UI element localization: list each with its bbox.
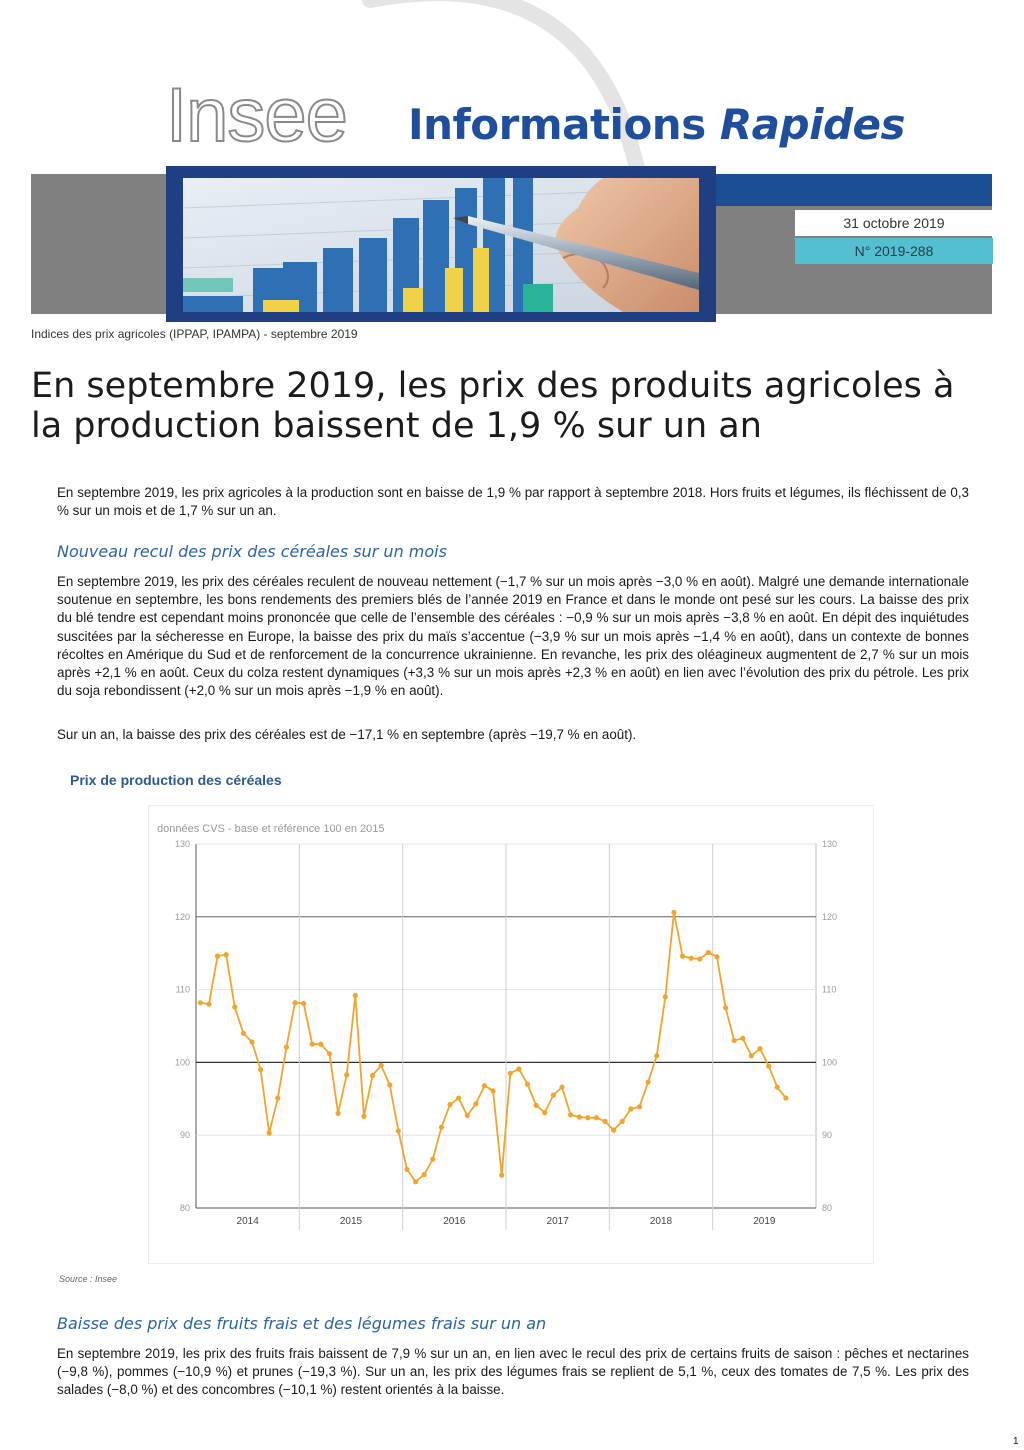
data-point bbox=[542, 1110, 547, 1115]
y-tick-label-right: 130 bbox=[822, 839, 838, 849]
data-point bbox=[577, 1114, 582, 1119]
data-point bbox=[456, 1095, 461, 1100]
y-tick-label-left: 80 bbox=[179, 1203, 190, 1213]
data-point bbox=[353, 993, 358, 998]
data-point bbox=[628, 1106, 633, 1111]
y-tick-label-left: 90 bbox=[179, 1130, 190, 1141]
y-tick-label-right: 90 bbox=[822, 1130, 833, 1141]
y-tick-label-left: 120 bbox=[174, 911, 190, 922]
data-point bbox=[516, 1066, 521, 1071]
data-point bbox=[525, 1082, 530, 1087]
data-point bbox=[740, 1036, 745, 1041]
data-point bbox=[215, 954, 220, 959]
intro-paragraph: En septembre 2019, les prix agricoles à la production sont en baisse de 1,9 % par rapport à septembre 2018. Hors fruits et légumes, ils fléchissent de 0,3 % sur un mois et de 1,7 % sur un an. bbox=[57, 485, 969, 519]
data-point bbox=[439, 1125, 444, 1130]
data-point bbox=[430, 1157, 435, 1162]
data-point bbox=[766, 1063, 771, 1068]
data-point bbox=[318, 1042, 323, 1047]
data-point bbox=[327, 1051, 332, 1056]
data-point bbox=[732, 1038, 737, 1043]
data-point bbox=[473, 1101, 478, 1106]
data-point bbox=[465, 1113, 470, 1118]
data-point bbox=[292, 1000, 297, 1005]
y-tick-label-left: 130 bbox=[174, 839, 190, 849]
data-point bbox=[447, 1102, 452, 1107]
data-point bbox=[224, 952, 229, 957]
page-number: 1 bbox=[1013, 1436, 1019, 1447]
data-point bbox=[637, 1104, 642, 1109]
data-point bbox=[267, 1130, 272, 1135]
data-point bbox=[482, 1083, 487, 1088]
data-point bbox=[602, 1119, 607, 1124]
data-point bbox=[559, 1085, 564, 1090]
data-point bbox=[680, 954, 685, 959]
data-point bbox=[335, 1111, 340, 1116]
chart-source: Source : Insee bbox=[59, 1274, 118, 1284]
data-point bbox=[508, 1071, 513, 1076]
section1-paragraph-2: Sur un an, la baisse des prix des céréales est de −17,1 % en septembre (après −19,7 % en août). bbox=[57, 727, 637, 742]
section1-paragraph-1: En septembre 2019, les prix des céréales reculent de nouveau nettement (−1,7 % sur un mois après −3,0 % en août). Malgré une demande internationale soutenue en septembre, les bons rendements des premiers blés de l’année 2019 en France et dans le monde ont pesé sur les cours. La baisse des prix du blé tendre est cependant moins prononcée que celle de l’ensemble des céréales : −0,9 % sur un mois après −3,8 % en août. En dépit des inquiétudes suscitées par la sécheresse en Europe, la baisse des prix du maïs s’accentue (−3,9 % sur un mois après −1,4 % en août), dans un contexte de bonnes récoltes en Amérique du Sud et de renforcement de la concurrence ukrainienne. En revanche, les prix des oléagineux augmentent de 2,7 % sur un mois après +2,1 % en août. Ceux du colza restent dynamiques (+3,3 % sur un mois après +2,3 % en août) en lien avec l’évolution des prix du pétrole. Les prix du soja rebondissent (+2,0 % sur un mois après −1,9 % en août). bbox=[57, 574, 969, 699]
data-point bbox=[775, 1085, 780, 1090]
logo-rapides: Rapides bbox=[719, 100, 906, 149]
y-tick-label-right: 110 bbox=[822, 984, 837, 995]
data-point bbox=[663, 994, 668, 999]
page-title: En septembre 2019, les prix des produits agricoles à la production baissent de 1,9 % sur un an bbox=[31, 366, 955, 446]
header-blue-bar bbox=[716, 174, 992, 206]
data-point bbox=[379, 1063, 384, 1068]
publication-number: N° 2019-288 bbox=[795, 238, 993, 264]
data-point bbox=[620, 1119, 625, 1124]
y-tick-label-right: 80 bbox=[822, 1203, 833, 1213]
x-tick-label: 2014 bbox=[236, 1216, 259, 1227]
data-point bbox=[749, 1053, 754, 1058]
data-point bbox=[551, 1093, 556, 1098]
data-point bbox=[310, 1042, 315, 1047]
chart-container bbox=[148, 805, 874, 1264]
x-tick-label: 2015 bbox=[339, 1216, 363, 1227]
publication-date: 31 octobre 2019 bbox=[795, 210, 993, 236]
data-point bbox=[697, 956, 702, 961]
data-point bbox=[413, 1179, 418, 1184]
data-point bbox=[404, 1167, 409, 1172]
data-point bbox=[594, 1115, 599, 1120]
header-photo-bar-charts-pen bbox=[183, 178, 699, 312]
data-point bbox=[671, 910, 676, 915]
cereal-price-chart bbox=[149, 806, 873, 1263]
data-point bbox=[585, 1115, 590, 1120]
data-point bbox=[706, 950, 711, 955]
x-tick-label: 2018 bbox=[649, 1216, 673, 1227]
y-tick-label-right: 120 bbox=[822, 911, 838, 922]
data-point bbox=[258, 1067, 263, 1072]
data-point bbox=[249, 1039, 254, 1044]
data-point bbox=[301, 1001, 306, 1006]
section2-paragraph-1: En septembre 2019, les prix des fruits frais baissent de 7,9 % sur un an, en lien avec le recul des prix de certains fruits de saison : pêches et nectarines (−9,8 %), pommes (−10,9 %) et prunes (−19,3 %). Sur un an, les prix des légumes frais se replient de 5,1 %, ceux des tomates de 7,5 %. Les prix des salades (−8,0 %) et des concombres (−10,1 %) restent orientés à la baisse. bbox=[57, 1346, 969, 1398]
section1-heading: Nouveau recul des prix des céréales sur un mois bbox=[57, 542, 447, 561]
data-point bbox=[396, 1128, 401, 1133]
data-point bbox=[361, 1114, 366, 1119]
data-point bbox=[534, 1103, 539, 1108]
x-tick-label: 2017 bbox=[546, 1216, 569, 1227]
x-tick-label: 2016 bbox=[443, 1216, 466, 1227]
data-point bbox=[284, 1045, 289, 1050]
data-point bbox=[714, 954, 719, 959]
data-point bbox=[387, 1082, 392, 1087]
data-point bbox=[422, 1172, 427, 1177]
data-point bbox=[490, 1088, 495, 1093]
chart-title: Prix de production des céréales bbox=[70, 772, 282, 788]
insee-logo: Insee bbox=[166, 73, 347, 158]
y-tick-label-right: 100 bbox=[822, 1057, 838, 1068]
section2-heading: Baisse des prix des fruits frais et des légumes frais sur un an bbox=[57, 1314, 547, 1333]
x-tick-label: 2019 bbox=[753, 1216, 776, 1227]
y-tick-label-left: 110 bbox=[175, 984, 190, 995]
data-point bbox=[654, 1053, 659, 1058]
data-point bbox=[198, 1000, 203, 1005]
data-point bbox=[344, 1072, 349, 1077]
data-point bbox=[689, 956, 694, 961]
data-point bbox=[757, 1046, 762, 1051]
data-point bbox=[499, 1173, 504, 1178]
chart-subtitle: données CVS - base et référence 100 en 2015 bbox=[157, 823, 385, 835]
data-point bbox=[232, 1004, 237, 1009]
data-point bbox=[723, 1005, 728, 1010]
logo-informations: Informations bbox=[408, 100, 706, 149]
data-point bbox=[275, 1095, 280, 1100]
y-tick-label-left: 100 bbox=[174, 1057, 190, 1068]
data-point bbox=[645, 1079, 650, 1084]
data-point bbox=[241, 1031, 246, 1036]
informations-rapides-logo bbox=[408, 100, 906, 149]
data-point bbox=[568, 1112, 573, 1117]
data-point bbox=[611, 1128, 616, 1133]
rubric: Indices des prix agricoles (IPPAP, IPAMPA) - septembre 2019 bbox=[31, 327, 358, 341]
data-point bbox=[370, 1073, 375, 1078]
data-point bbox=[783, 1095, 788, 1100]
data-point bbox=[206, 1002, 211, 1007]
